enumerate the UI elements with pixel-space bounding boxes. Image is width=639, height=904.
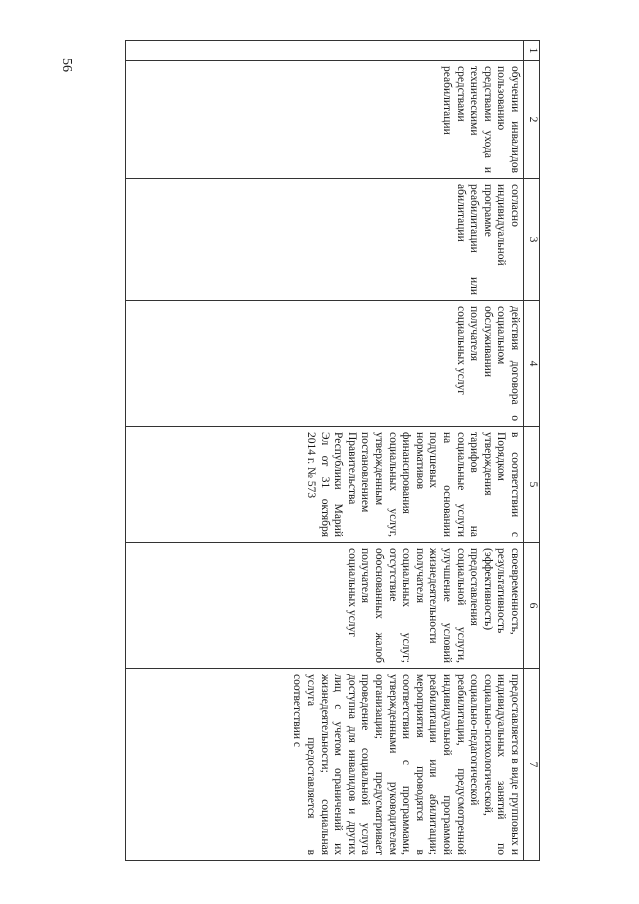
rotated-table-container [120, 40, 540, 860]
cell-quality [126, 543, 524, 669]
cell-service-name [126, 61, 524, 179]
cell-volume-text: согласно индивидуальной программе реабилитации или абилитации [454, 184, 521, 295]
table-row [126, 41, 524, 861]
cell-conditions [126, 669, 524, 861]
page-number: 56 [59, 58, 74, 72]
col-header-6: 6 [524, 543, 540, 669]
cell-conditions-text: предоставляется в виде групповых и индивидуальных занятий по социально-психологической, социально-педагогической реабилитации, предусмотренной индивидуальной программой реабилитации или абилитации; мероприятия проводятся в соответствии с программами, утвержденными руководителем организации; предусматривает проведение социальной услуга доступна для инвалидов и других лиц с учетом ограничений их жизнедеятельности; социальная услуга предоставляется в соответствии с [291, 674, 521, 855]
col-header-5: 5 [524, 427, 540, 543]
header-row [524, 41, 540, 861]
cell-quality-text: своевременность, результативность (эффективность) предоставления социальной услуги, улучшение условий жизнедеятельности получателя социальных услуг; отсутствие обоснованных жалоб получателя социальных услуг [345, 548, 521, 663]
cell-period [126, 301, 524, 427]
cell-volume [126, 179, 524, 301]
col-header-1: 1 [524, 41, 540, 61]
cell-tariff [126, 427, 524, 543]
col-header-3: 3 [524, 179, 540, 301]
cell-service-name-text: обучении инвалидов пользованию средствами ухода и техническими средствами реабилитации [441, 66, 521, 173]
services-table [125, 40, 540, 861]
cell-index [126, 41, 524, 61]
col-header-4: 4 [524, 301, 540, 427]
col-header-7: 7 [524, 669, 540, 861]
cell-tariff-text: в соответствии с Порядком утверждения тарифов на социальные услуги на основании подушевых нормативов финансирования социальных услуг, утвержденным постановлением Правительства Республики Марий Эл от 31 октября 2014 г. № 573 [305, 432, 521, 537]
cell-period-text: действия договора о социальном обслуживании получателя социальных услуг [454, 306, 521, 421]
col-header-2: 2 [524, 61, 540, 179]
